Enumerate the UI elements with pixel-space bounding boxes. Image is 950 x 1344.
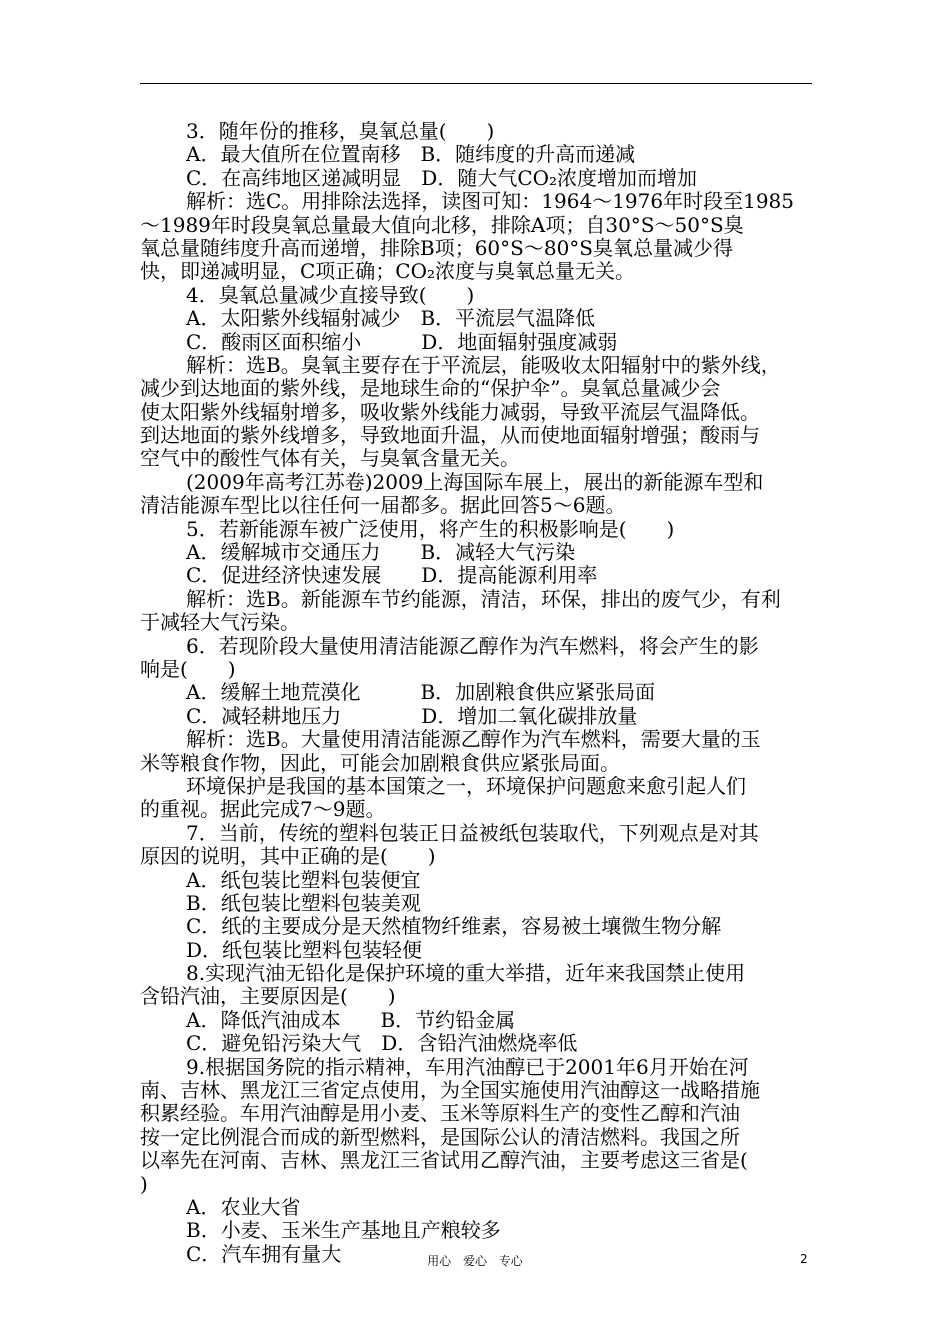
text-line: C．纸的主要成分是天然植物纤维素，容易被土壤微生物分解 [186, 915, 722, 939]
text-line: A．纸包装比塑料包装便宜 [186, 868, 421, 892]
footer-slogan: 用心 爱心 专心 [427, 1254, 523, 1268]
text-line: C．促进经济快速发展 D．提高能源利用率 [186, 564, 598, 588]
text-line: 空气中的酸性气体有关，与臭氧含量无关。 [140, 447, 520, 471]
text-line: 4．臭氧总量减少直接导致( ) [186, 283, 475, 307]
text-line: A．太阳紫外线辐射减少 B．平流层气温降低 [186, 307, 596, 331]
text-line: 到达地面的紫外线增多，导致地面升温，从而使地面辐射增强；酸雨与 [140, 424, 760, 448]
text-line: C．避免铅污染大气 D．含铅汽油燃烧率低 [186, 1032, 578, 1056]
text-line: 清洁能源车型比以往任何一届都多。据此回答5～6题。 [140, 494, 626, 518]
text-line: C．在高纬地区递减明显 D．随大气CO₂浓度增加而增加 [186, 166, 698, 190]
text-line: 氧总量随纬度升高而递增，排除B项；60°S～80°S臭氧总量减少得 [140, 236, 733, 260]
text-line: B．纸包装比塑料包装美观 [186, 891, 421, 915]
text-line: 原因的说明，其中正确的是( ) [140, 845, 436, 869]
text-line: 以率先在河南、吉林、黑龙江三省试用乙醇汽油，主要考虑这三省是( [140, 1149, 748, 1173]
text-line: 6．若现阶段大量使用清洁能源乙醇作为汽车燃料，将会产生的影 [186, 634, 759, 658]
text-line: C．减轻耕地压力 D．增加二氧化碳排放量 [186, 704, 638, 728]
text-line: C．酸雨区面积缩小 D．地面辐射强度减弱 [186, 330, 618, 354]
text-line: 解析：选C。用排除法选择，读图可知：1964～1976年时段至1985 [186, 190, 794, 214]
text-line: 的重视。据此完成7～9题。 [140, 798, 386, 822]
text-line: A．缓解土地荒漠化 B．加剧粮食供应紧张局面 [186, 681, 656, 705]
text-line: 积累经验。车用汽油醇是用小麦、玉米等原料生产的变性乙醇和汽油 [140, 1102, 740, 1126]
text-line: 3．随年份的推移，臭氧总量( ) [186, 120, 495, 143]
text-line: 环境保护是我国的基本国策之一，环境保护问题愈来愈引起人们 [186, 774, 746, 798]
text-line: 含铅汽油，主要原因是( ) [140, 985, 396, 1009]
header-rule [140, 83, 812, 84]
text-line: 解析：选B。大量使用清洁能源乙醇作为汽车燃料，需要大量的玉 [186, 728, 761, 752]
text-line: 减少到达地面的紫外线，是地球生命的“保护伞”。臭氧总量减少会 [140, 377, 721, 401]
text-line: ) [140, 1172, 148, 1196]
text-line: 按一定比例混合而成的新型燃料，是国际公认的清洁燃料。我国之所 [140, 1125, 740, 1149]
text-line: 7．当前，传统的塑料包装正日益被纸包装取代，下列观点是对其 [186, 821, 759, 845]
text-line: C．汽车拥有量大 [186, 1242, 342, 1266]
text-line: 响是( ) [140, 657, 236, 681]
text-line: 快，即递减明显，C项正确；CO₂浓度与臭氧总量无关。 [140, 260, 636, 284]
text-line: D．纸包装比塑料包装轻便 [186, 938, 423, 962]
text-line: (2009年高考江苏卷)2009上海国际车展上，展出的新能源车型和 [186, 470, 764, 494]
text-line: 5．若新能源车被广泛使用，将产生的积极影响是( ) [186, 517, 675, 541]
text-line: B．小麦、玉米生产基地且产粮较多 [186, 1219, 501, 1243]
text-line: A．农业大省 [186, 1195, 301, 1219]
page-number: 2 [800, 1252, 808, 1266]
text-line: 米等粮食作物，因此，可能会加剧粮食供应紧张局面。 [140, 751, 620, 775]
text-line: A．缓解城市交通压力 B．减轻大气污染 [186, 541, 576, 565]
document-body [140, 120, 812, 1266]
text-line: A．降低汽油成本 B．节约铅金属 [186, 1008, 516, 1032]
text-line: 解析：选B。臭氧主要存在于平流层，能吸收太阳辐射中的紫外线， [186, 353, 781, 377]
text-line: 8.实现汽油无铅化是保护环境的重大举措，近年来我国禁止使用 [186, 962, 746, 986]
text-line: 于减轻大气污染。 [140, 611, 300, 635]
text-line: 9.根据国务院的指示精神，车用汽油醇已于2001年6月开始在河 [186, 1055, 749, 1079]
text-line: 解析：选B。新能源车节约能源，清洁，环保，排出的废气少，有利 [186, 587, 781, 611]
text-line: ～1989年时段臭氧总量最大值向北移，排除A项；自30°S～50°S臭 [140, 213, 744, 237]
text-line: 南、吉林、黑龙江三省定点使用，为全国实施使用汽油醇这一战略措施 [140, 1079, 760, 1103]
text-line: A．最大值所在位置南移 B．随纬度的升高而递减 [186, 143, 636, 167]
text-line: 使太阳紫外线辐射增多，吸收紫外线能力减弱，导致平流层气温降低。 [140, 400, 760, 424]
